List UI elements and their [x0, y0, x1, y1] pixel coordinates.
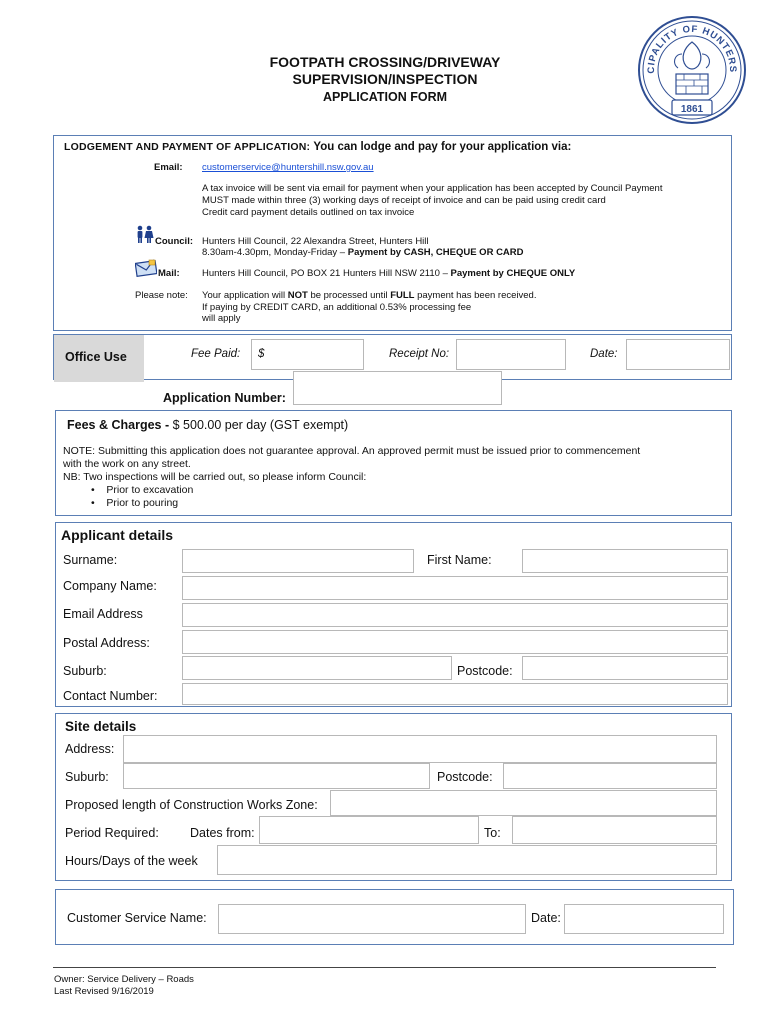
first-name-label: First Name:	[427, 553, 492, 567]
dates-from-label: Dates from:	[190, 826, 255, 840]
suburb-field[interactable]	[182, 656, 452, 680]
svg-text:MUNICIPALITY OF HUNTERS HILL: CIPALITY OF HUNTERS	[645, 23, 739, 74]
council-hours: 8.30am-4.30pm, Monday-Friday – Payment by CASH, CHEQUE OR CARD	[202, 247, 524, 258]
site-address-label: Address:	[65, 742, 115, 756]
mail-address: Hunters Hill Council, PO BOX 21 Hunters Hill NSW 2110 – Payment by CHEQUE ONLY	[202, 268, 576, 279]
customer-service-name-field[interactable]	[218, 904, 526, 934]
customer-service-date-field[interactable]	[564, 904, 724, 934]
please-note-label: Please note:	[135, 290, 188, 301]
fee-paid-label: Fee Paid:	[191, 348, 241, 360]
office-date-field[interactable]	[626, 339, 730, 370]
email-address-field[interactable]	[182, 603, 728, 627]
application-number-label: Application Number:	[163, 391, 286, 405]
receipt-no-field[interactable]	[456, 339, 566, 370]
postcode-field[interactable]	[522, 656, 728, 680]
works-zone-length-label: Proposed length of Construction Works Zone:	[65, 798, 318, 812]
site-heading: Site details	[65, 719, 137, 734]
mail-label: Mail:	[158, 268, 180, 279]
surname-field[interactable]	[182, 549, 414, 573]
contact-number-label: Contact Number:	[63, 689, 158, 703]
postal-address-label: Postal Address:	[63, 636, 150, 650]
footer-revised: Last Revised 9/16/2019	[54, 986, 154, 997]
council-label: Council:	[155, 236, 193, 247]
office-use-label: Office Use	[65, 350, 127, 364]
form-title-line1: FOOTPATH CROSSING/DRIVEWAY	[269, 54, 501, 70]
site-suburb-field[interactable]	[123, 763, 430, 789]
email-label: Email:	[154, 162, 183, 173]
hours-days-field[interactable]	[217, 845, 717, 875]
lodgement-heading: LODGEMENT AND PAYMENT OF APPLICATION: You can lodge and pay for your application via:	[64, 141, 572, 153]
fee-paid-field[interactable]	[251, 339, 364, 370]
fees-note-line2: with the work on any street.	[63, 458, 191, 470]
site-postcode-field[interactable]	[503, 763, 717, 789]
dates-from-field[interactable]	[259, 816, 479, 844]
receipt-no-label: Receipt No:	[389, 348, 450, 360]
svg-text:1861: 1861	[680, 104, 704, 115]
footer-divider	[53, 967, 716, 968]
hours-days-label: Hours/Days of the week	[65, 854, 198, 868]
period-required-label: Period Required:	[65, 826, 159, 840]
dates-to-field[interactable]	[512, 816, 717, 844]
dates-to-label: To:	[484, 826, 501, 840]
email-note-line2: MUST made within three (3) working days of receipt of invoice and can be paid using credit card	[202, 195, 606, 206]
customer-service-date-label: Date:	[531, 911, 561, 925]
municipal-seal-logo	[636, 14, 748, 126]
mail-envelope-icon	[135, 259, 157, 277]
suburb-label: Suburb:	[63, 664, 107, 678]
company-name-field[interactable]	[182, 576, 728, 600]
dollar-sign: $	[258, 348, 265, 360]
form-title-line2: SUPERVISION/INSPECTION	[292, 71, 478, 87]
footer-owner: Owner: Service Delivery – Roads	[54, 974, 194, 985]
council-people-icon	[135, 225, 155, 243]
office-date-label: Date:	[590, 348, 618, 360]
fees-bullet-item: • Prior to excavation	[91, 484, 194, 496]
customer-service-name-label: Customer Service Name:	[67, 911, 207, 925]
first-name-field[interactable]	[522, 549, 728, 573]
form-title-line3: APPLICATION FORM	[322, 90, 448, 104]
site-address-field[interactable]	[123, 735, 717, 763]
postcode-label: Postcode:	[457, 664, 513, 678]
please-note-line2: If paying by CREDIT CARD, an additional 0.53% processing fee	[202, 302, 472, 313]
site-suburb-label: Suburb:	[65, 770, 109, 784]
fees-note-line1: NOTE: Submitting this application does not guarantee approval. An approved permit must be issued prior to commencement	[63, 445, 641, 457]
applicant-heading: Applicant details	[61, 527, 174, 543]
postal-address-field[interactable]	[182, 630, 728, 654]
fees-bullet-item: • Prior to pouring	[91, 497, 179, 509]
email-address-label: Email Address	[63, 607, 143, 621]
council-address: Hunters Hill Council, 22 Alexandra Street, Hunters Hill	[202, 236, 429, 247]
email-note-line1: A tax invoice will be sent via email for payment when your application has been accepted by Council Payment	[202, 183, 663, 194]
application-number-field[interactable]	[293, 371, 502, 405]
please-note-line3: will apply	[202, 313, 241, 324]
works-zone-length-field[interactable]	[330, 790, 717, 816]
company-name-label: Company Name:	[63, 579, 157, 593]
site-postcode-label: Postcode:	[437, 770, 493, 784]
fees-notes	[63, 445, 640, 510]
fees-heading: Fees & Charges - $ 500.00 per day (GST exempt)	[67, 418, 349, 432]
email-note-line3: Credit card payment details outlined on tax invoice	[202, 207, 415, 218]
please-note-line1: Your application will NOT be processed until FULL payment has been received.	[202, 290, 537, 301]
email-link[interactable]: customerservice@huntershill.nsw.gov.au	[202, 162, 374, 173]
fees-note-line3: NB: Two inspections will be carried out, so please inform Council:	[63, 471, 367, 483]
surname-label: Surname:	[63, 553, 118, 567]
contact-number-field[interactable]	[182, 683, 728, 705]
